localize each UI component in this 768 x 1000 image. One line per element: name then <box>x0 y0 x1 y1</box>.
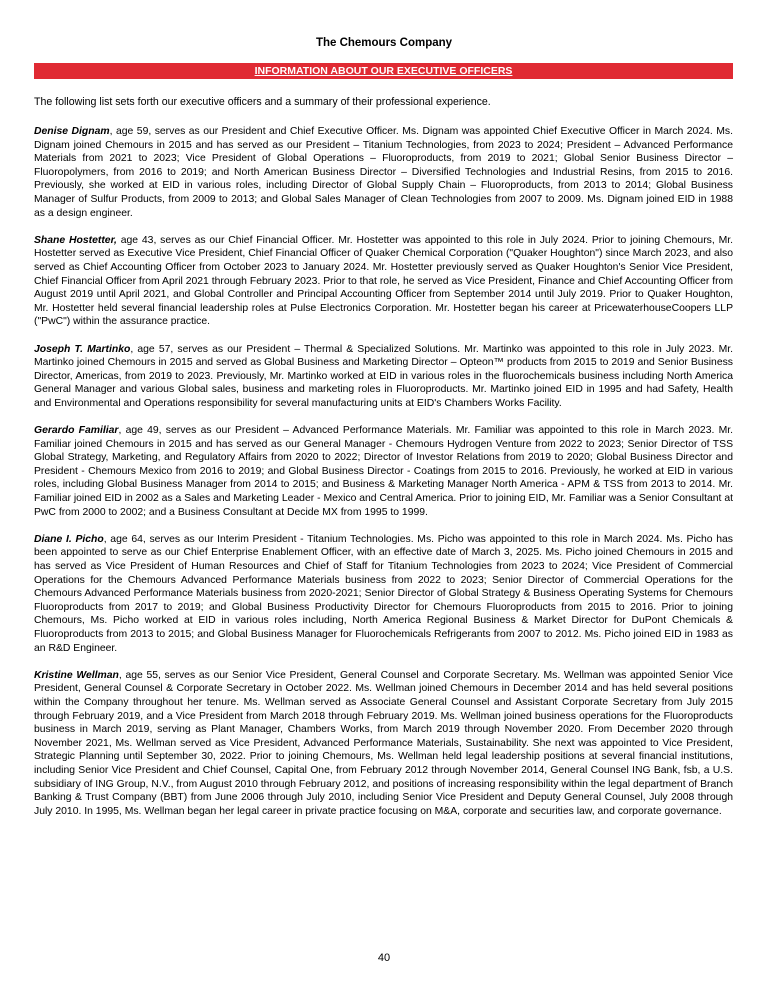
officer-bio-picho <box>34 533 733 655</box>
officer-name: Joseph T. Martinko <box>34 343 131 355</box>
section-title-banner: INFORMATION ABOUT OUR EXECUTIVE OFFICERS <box>34 63 733 79</box>
officer-name: Kristine Wellman <box>34 669 119 681</box>
officer-bio-martinko <box>34 343 733 411</box>
officer-bio-text: , age 57, serves as our President – Thermal & Specialized Solutions. Mr. Martinko was appointed to this role in July 2023. Mr. Martinko joined Chemours in 2015 and served as Global Business and Marketing Director – Opteon™ products from 2015 to 2019 and Senior Business Director, Americas, from 2019 to 2023. Previously, Mr. Martinko worked at EID in various roles in the fluorochemicals business including North America General Manager and various Global sales, business and marketing roles in Fluoroproducts. Mr. Martinko joined EID in 1995 and had Safety, Health and Environmental and Operations responsibility for several manufacturing units at EID's Chambers Works Facility. <box>34 343 733 409</box>
officer-bio-text: , age 59, serves as our President and Chief Executive Officer. Ms. Dignam was appointed Chief Executive Officer in March 2024. Ms. Dignam joined Chemours in 2015 and has served as our President – Titanium Technologies, from 2023 to 2024; President – Advanced Performance Materials from 2021 to 2023; Vice President of Global Operations – Fluoroproducts, from 2019 to 2021; Global Senior Business Director – Fluoropolymers, from 2016 to 2019; and North American Business Director – Diversified Technologies and Industrial Resins, from 2015 to 2016. Previously, she worked at EID in various roles, including Director of Global Supply Chain – Fluoroproducts, from 2013 to 2014; Global Business Manager of Sulfur Products, from 2009 to 2013; and Global Sales Manager of Clean Technologies from 2007 to 2009. Ms. Dignam joined EID in 1988 as a design engineer. <box>34 126 733 219</box>
company-name: The Chemours Company <box>315 37 453 49</box>
officer-bio-wellman <box>34 669 733 819</box>
intro-paragraph: The following list sets forth our executive officers and a summary of their professional experience. <box>34 96 491 108</box>
officer-name: Denise Dignam <box>34 126 110 137</box>
officer-bio-dignam <box>34 125 733 220</box>
officer-bio-familiar <box>34 424 733 519</box>
officer-name: Diane I. Picho <box>34 533 104 545</box>
page-number: 40 <box>377 952 391 964</box>
officer-name: Shane Hostetter, <box>34 234 117 246</box>
officer-bio-text: , age 55, serves as our Senior Vice President, General Counsel and Corporate Secretary. Ms. Wellman was appointed Senior Vice President, General Counsel & Corporate Secretary in October 2022. Ms. Wellman joined Chemours in December 2014 and has held several positions within the Company throughout her tenure. Ms. Wellman served as Associate General Counsel and Assistant Corporate Secretary from July 2015 through February 2019, and a Vice President from March 2018 through February 2019. Ms. Wellman joined business operations for the Fluoroproducts business in March 2019, serving as Plant Manager, Chambers Works, from March 2019 through November 2020. From December 2020 through November 2021, Ms. Wellman served as Vice President, Advanced Performance Materials, Sustainability. She next was appointed to Vice President, Strategic Planning until September 30, 2022. Prior to joining Chemours, Ms. Wellman held legal leadership positions at several financial institutions, including Senior Vice President and Chief Counsel, Capital One, from February 2012 through November 2014, General Counsel ING Bank, fsb, a U.S. subsidiary of ING Group, N.V., from August 2010 through February 2012, and positions of increasing responsibility within the legal department of Branch Banking & Trust Company (BBT) from June 2006 through July 2010, including Senior Vice President and Deputy General Counsel, July 2008 through July 2010. In 1995, Ms. Wellman began her legal career in private practice focusing on M&A, corporate and securities law, and corporate governance. <box>34 669 733 817</box>
officer-bio-text: , age 64, serves as our Interim President - Titanium Technologies. Ms. Picho was appointed to this role in March 2024. Ms. Picho has been appointed to serve as our Chief Enterprise Enablement Officer, with an effective date of March 3, 2025. Ms. Picho joined Chemours in 2015 and has served as Vice President of Human Resources and Chief of Staff for Titanium Technologies from 2023 to 2024; Vice President of Commercial Operations for the Chemours Advanced Performance Materials business from 2022 to 2023; Senior Director of Commercial Operations for the Chemours Advanced Performance Materials business from 2020-2021; Senior Director of Global Strategy & Business Operating Systems for Chemours Fluoroproducts from 2017 to 2019; and Global Business Productivity Director for Chemours Fluoroproducts from 2015 to 2016. Prior to joining Chemours, Ms. Picho worked at EID in various roles including, North America Regional Business & Market Director for DuPont Chemicals & Fluoroproducts from 2013 to 2015; and Global Business Manager for Fluorochemicals Refrigerants from 2007 to 2012. Ms. Picho joined EID in 1983 as an R&D Engineer. <box>34 533 733 654</box>
officer-bio-hostetter <box>34 234 733 329</box>
officer-name: Gerardo Familiar <box>34 425 119 437</box>
officer-bio-text: age 43, serves as our Chief Financial Officer. Mr. Hostetter was appointed to this role in July 2024. Prior to joining Chemours, Mr. Hostetter served as Executive Vice President, Chief Financial Officer of Quaker Chemical Corporation ("Quaker Houghton") since March 2023, and also served as Chief Accounting Officer from October 2023 to January 2024. Mr. Hostetter previously served as Quaker Houghton's Senior Vice President, Chief Financial Officer from April 2021 through February 2023. Prior to that role, he served as Vice President, Finance and Chief Accounting Officer from August 2019 until April 2021, and Global Controller and Principal Accounting Officer from September 2014 until July 2019. Prior to Quaker Houghton, Mr. Hostetter held several financial leadership roles at Pulse Electronics Corporation. Mr. Hostetter began his career at PricewaterhouseCoopers LLP ("PwC") within the assurance practice. <box>34 234 733 328</box>
officer-bio-text: , age 49, serves as our President – Advanced Performance Materials. Mr. Familiar was appointed to this role in March 2023. Mr. Familiar joined Chemours in 2015 and has served as our General Manager - Chemours Hydrogen Venture from 2022 to 2023; Senior Director of TSS Global Strategy, Marketing, and Regulatory Affairs from 2020 to 2022; Director of Investor Relations from 2019 to 2020; Global Business Director and President - Chemours Mexico from 2016 to 2019; and Global Business Director - Coatings from 2015 to 2016. Previously, he worked at EID in various roles, including Global Business Manager from 2014 to 2015; and Business & Marketing Manager North America - APM & TSS from 2013 to 2014. Mr. Familiar joined EID in 2002 as a Sales and Marketing Leader - Mexico and Central America. Prior to joining EID, Mr. Familiar was a Senior Consultant at PwC from 2000 to 2002; and a Business Consultant at Decide MX from 1995 to 1999. <box>34 425 733 518</box>
officer-bios <box>34 125 733 832</box>
